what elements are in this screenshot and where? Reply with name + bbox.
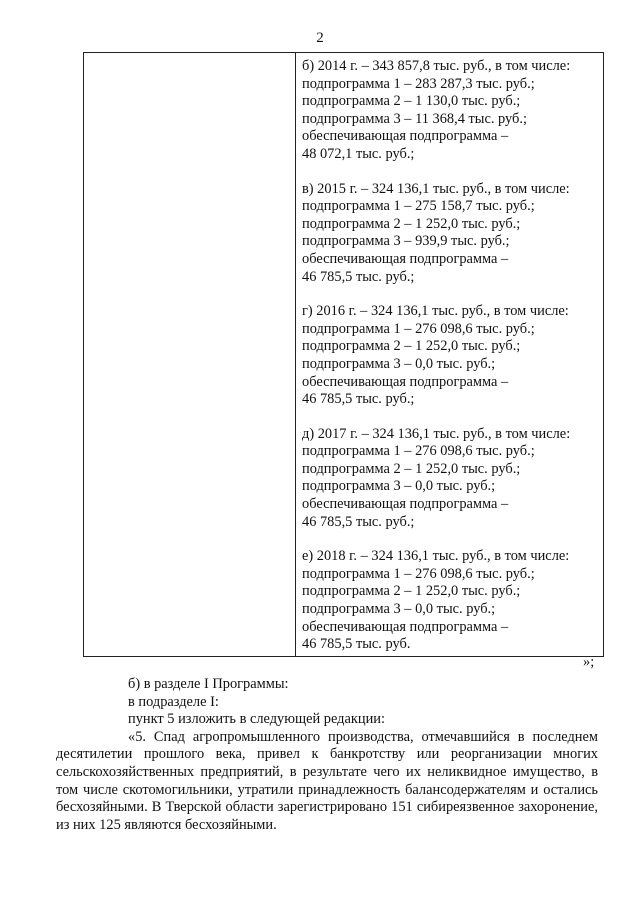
- subprogram-line: 48 072,1 тыс. руб.;: [302, 145, 415, 162]
- year-header: б) 2014 г. – 343 857,8 тыс. руб., в том числе:: [302, 58, 571, 74]
- subprogram-line: обеспечивающая подпрограмма –: [302, 496, 509, 513]
- funding-table: [83, 52, 604, 657]
- subprogram-line: 46 785,5 тыс. руб.;: [302, 391, 415, 408]
- subprogram-line: подпрограмма 2 – 1 252,0 тыс. руб.;: [302, 338, 521, 355]
- subprogram-line: подпрограмма 1 – 283 287,3 тыс. руб.;: [302, 75, 535, 92]
- subprogram-line: подпрограмма 2 – 1 252,0 тыс. руб.;: [302, 215, 521, 232]
- subprogram-line: подпрограмма 3 – 11 368,4 тыс. руб.;: [302, 110, 527, 127]
- subprogram-line: подпрограмма 3 – 0,0 тыс. руб.;: [302, 478, 496, 495]
- year-header: в) 2015 г. – 324 136,1 тыс. руб., в том числе:: [302, 180, 570, 197]
- subprogram-line: 46 785,5 тыс. руб.: [302, 636, 411, 653]
- subprogram-line: 46 785,5 тыс. руб.;: [302, 268, 415, 285]
- year-header: е) 2018 г. – 324 136,1 тыс. руб., в том числе:: [302, 548, 570, 565]
- subprogram-line: подпрограмма 1 – 276 098,6 тыс. руб.;: [302, 565, 535, 582]
- subprogram-line: 46 785,5 тыс. руб.;: [302, 513, 415, 530]
- page-number: 2: [316, 30, 324, 46]
- subprogram-line: подпрограмма 1 – 275 158,7 тыс. руб.;: [302, 198, 535, 215]
- subprogram-line: обеспечивающая подпрограмма –: [302, 373, 509, 390]
- subprogram-line: подпрограмма 2 – 1 130,0 тыс. руб.;: [302, 93, 521, 110]
- subprogram-line: подпрограмма 2 – 1 252,0 тыс. руб.;: [302, 460, 521, 477]
- table-column-divider: [295, 53, 296, 656]
- subprogram-line: подпрограмма 1 – 276 098,6 тыс. руб.;: [302, 443, 535, 460]
- year-block-2014: [302, 58, 602, 164]
- year-block-2017: [302, 426, 602, 532]
- subprogram-line: подпрограмма 3 – 0,0 тыс. руб.;: [302, 355, 496, 372]
- year-block-2016: [302, 303, 602, 409]
- year-header: д) 2017 г. – 324 136,1 тыс. руб., в том числе:: [302, 425, 571, 442]
- year-block-2015: [302, 181, 602, 287]
- amendment-paragraph: «5. Спад агропромышленного производства, отмечавшийся в последнем десятилетии прошлого века, привел к банкротству или реорганизации многих сельскохозяйственных предприятий, в результате чего их неликвидное имущество, в том числе скотомогильники, утратили принадлежность балансодержателям и остались бесхозяйными. В Тверской области зарегистрировано 151 сибиреязвенное захоронение, из них 125 являются бесхозяйными.: [56, 728, 598, 833]
- subprogram-line: обеспечивающая подпрограмма –: [302, 618, 509, 635]
- amendment-text: [56, 676, 598, 834]
- year-header: г) 2016 г. – 324 136,1 тыс. руб., в том числе:: [302, 303, 569, 320]
- subprogram-line: подпрограмма 1 – 276 098,6 тыс. руб.;: [302, 320, 535, 337]
- subprogram-line: подпрограмма 3 – 0,0 тыс. руб.;: [302, 601, 496, 618]
- closing-quote: »;: [583, 654, 595, 670]
- amendment-line: б) в разделе I Программы:: [128, 676, 289, 692]
- subprogram-line: подпрограмма 3 – 939,9 тыс. руб.;: [302, 233, 510, 250]
- amendment-line: в подразделе I:: [128, 693, 219, 710]
- year-block-2018: [302, 548, 602, 654]
- subprogram-line: обеспечивающая подпрограмма –: [302, 128, 509, 145]
- funding-cell: [302, 58, 602, 671]
- subprogram-line: обеспечивающая подпрограмма –: [302, 250, 509, 267]
- amendment-line: пункт 5 изложить в следующей редакции:: [128, 711, 385, 728]
- subprogram-line: подпрограмма 2 – 1 252,0 тыс. руб.;: [302, 583, 521, 600]
